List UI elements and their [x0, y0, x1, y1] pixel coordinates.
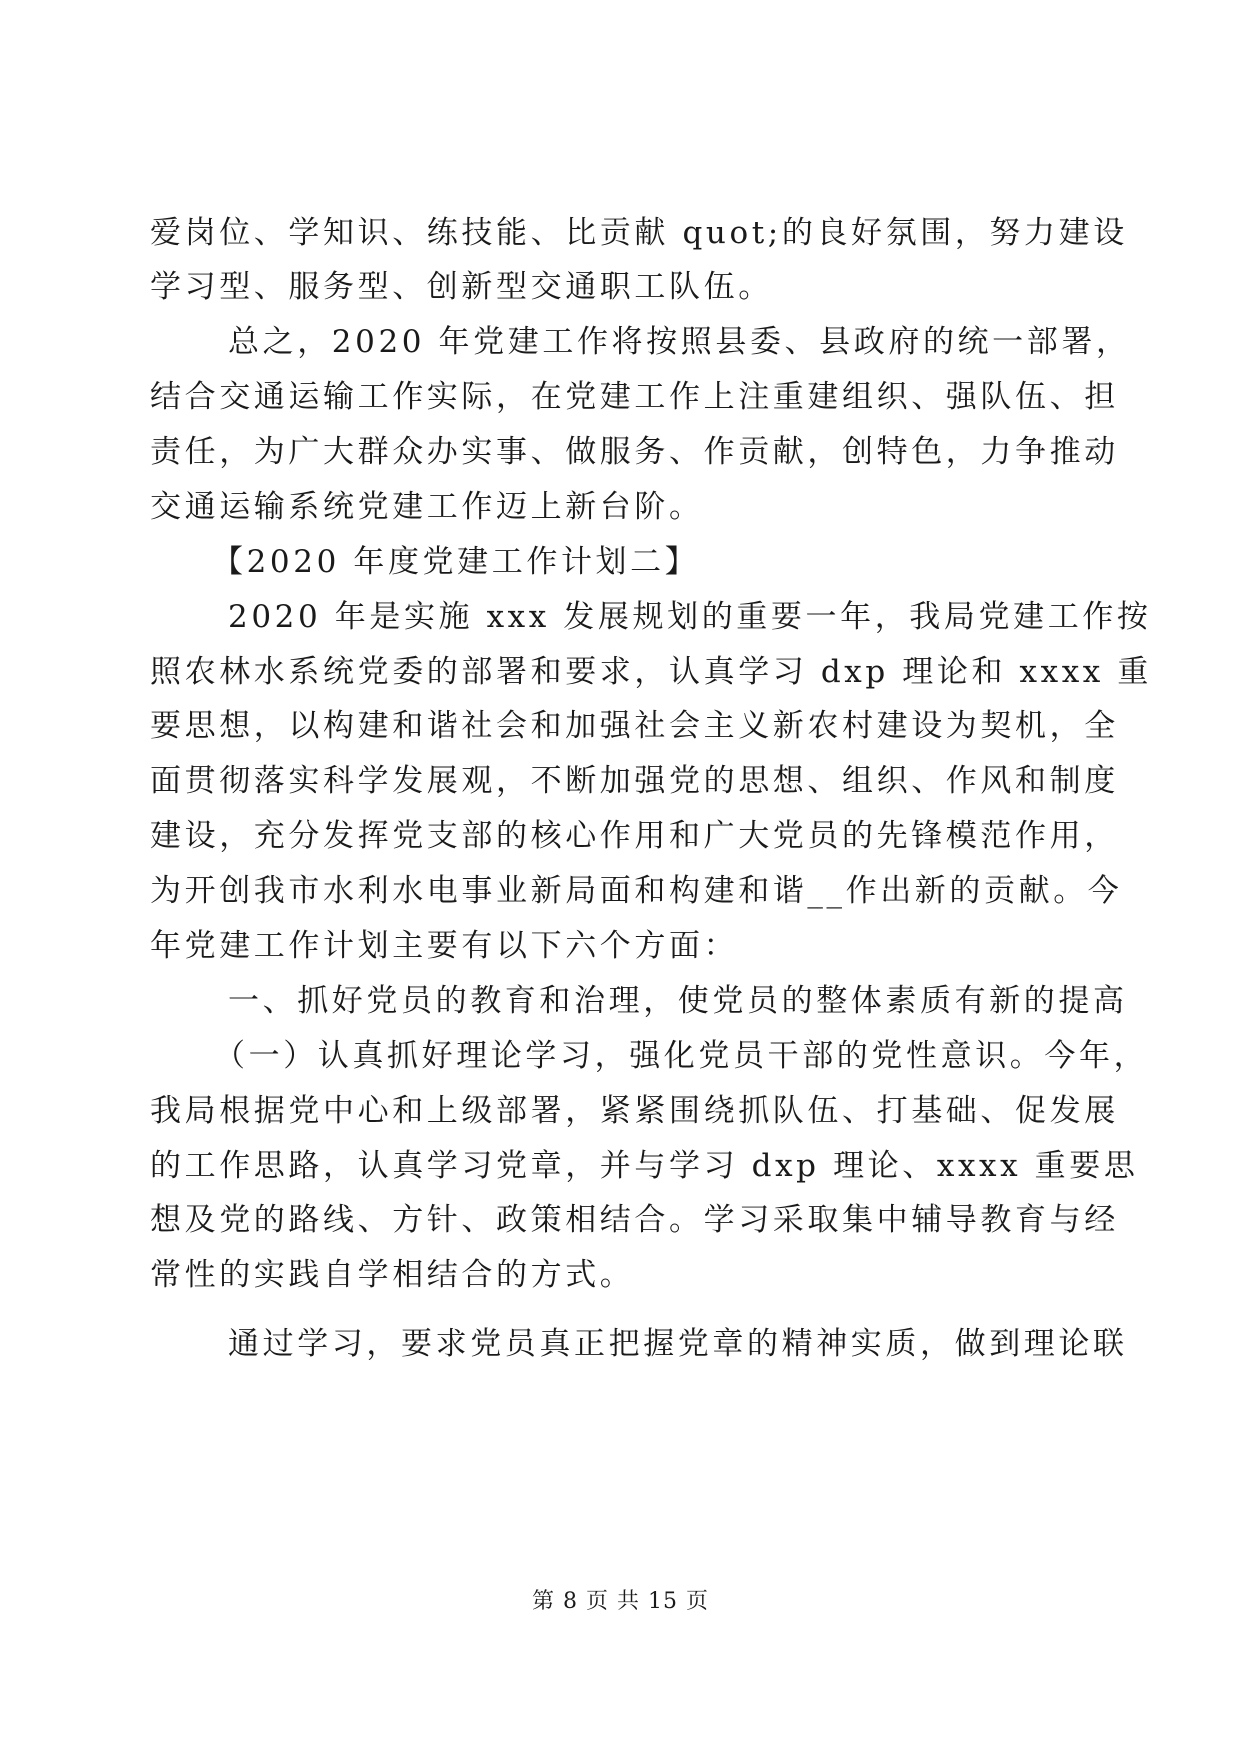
text-line: 要思想，以构建和谐社会和加强社会主义新农村建设为契机，全 — [150, 708, 1119, 744]
text-line: 为开创我市水利水电事业新局面和构建和谐__作出新的贡献。今 — [150, 873, 1123, 909]
text-line: （一）认真抓好理论学习，强化党员干部的党性意识。今年， — [214, 1038, 1149, 1074]
text-line: 爱岗位、学知识、练技能、比贡献 quot;的良好氛围，努力建设 — [150, 215, 1128, 251]
text-line: 2020 年是实施 xxx 发展规划的重要一年，我局党建工作按 — [228, 599, 1152, 635]
text-line: 我局根据党中心和上级部署，紧紧围绕抓队伍、打基础、促发展 — [150, 1093, 1119, 1129]
subsection-heading: 一、抓好党员的教育和治理，使党员的整体素质有新的提高 — [228, 983, 1128, 1019]
text-line: 总之，2020 年党建工作将按照县委、县政府的统一部署， — [228, 324, 1131, 360]
text-line: 建设，充分发挥党支部的核心作用和广大党员的先锋模范作用， — [150, 818, 1119, 854]
section-heading: 【2020 年度党建工作计划二】 — [212, 544, 700, 580]
text-line: 学习型、服务型、创新型交通职工队伍。 — [150, 269, 773, 305]
text-line: 常性的实践自学相结合的方式。 — [150, 1257, 635, 1293]
text-line: 通过学习，要求党员真正把握党章的精神实质，做到理论联 — [228, 1326, 1128, 1362]
text-line: 的工作思路，认真学习党章，并与学习 dxp 理论、xxxx 重要思 — [150, 1148, 1139, 1184]
text-line: 想及党的路线、方针、政策相结合。学习采取集中辅导教育与经 — [150, 1202, 1119, 1238]
text-line: 交通运输系统党建工作迈上新台阶。 — [150, 489, 704, 525]
text-line: 责任，为广大群众办实事、做服务、作贡献，创特色，力争推动 — [150, 434, 1119, 470]
text-line: 面贯彻落实科学发展观，不断加强党的思想、组织、作风和制度 — [150, 763, 1119, 799]
text-line: 照农林水系统党委的部署和要求，认真学习 dxp 理论和 xxxx 重 — [150, 654, 1152, 690]
page-footer: 第 8 页 共 15 页 — [532, 1589, 709, 1614]
text-line: 结合交通运输工作实际，在党建工作上注重建组织、强队伍、担 — [150, 379, 1119, 415]
text-line: 年党建工作计划主要有以下六个方面： — [150, 928, 739, 964]
